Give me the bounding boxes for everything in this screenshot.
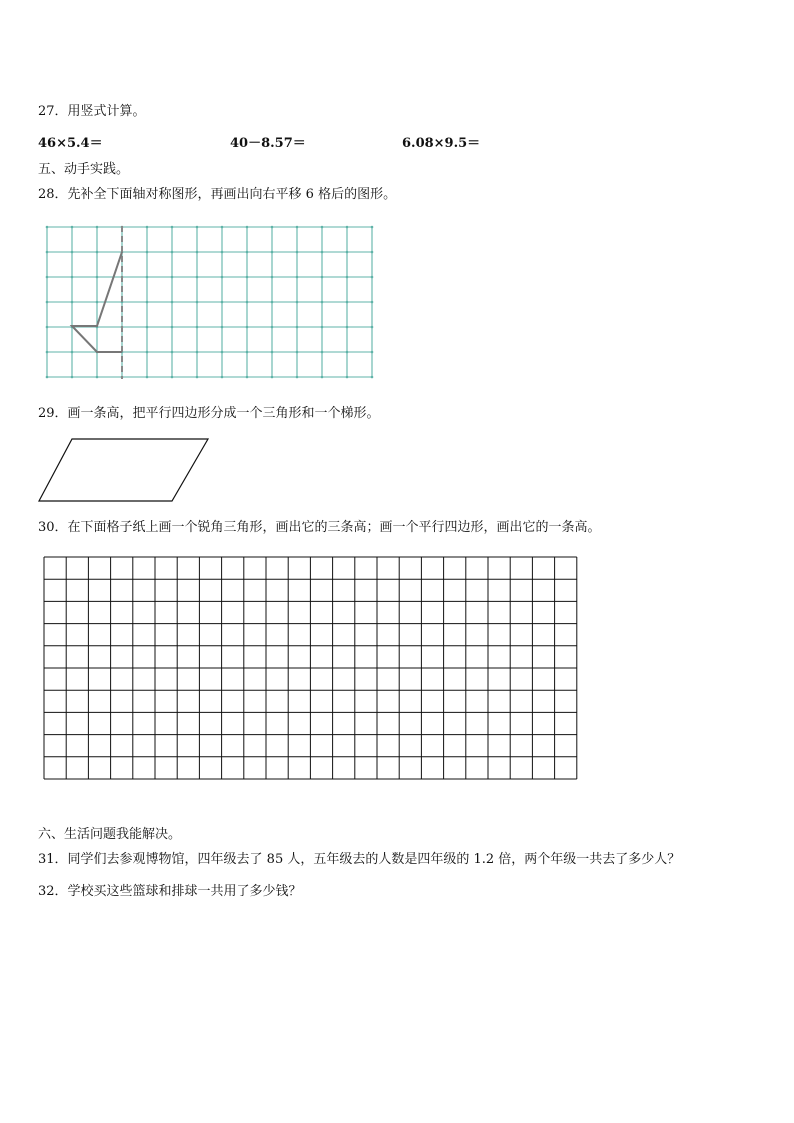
- grid-dot: [346, 226, 349, 229]
- grid-dot: [296, 301, 299, 304]
- grid-dot: [271, 351, 274, 354]
- grid-dot: [71, 226, 74, 229]
- grid-dot: [296, 251, 299, 254]
- grid-dot: [371, 276, 374, 279]
- grid-dot: [46, 226, 49, 229]
- grid-dot: [171, 376, 174, 379]
- grid-dot: [346, 251, 349, 254]
- grid-dot: [171, 226, 174, 229]
- grid-dot: [346, 326, 349, 329]
- grid-dot: [296, 276, 299, 279]
- q28-title: 28．先补全下面轴对称图形，再画出向右平移 6 格后的图形。: [38, 187, 397, 202]
- grid-dot: [171, 351, 174, 354]
- grid-dot: [196, 326, 199, 329]
- q31-title: 31．同学们去参观博物馆，四年级去了 85 人，五年级去的人数是四年级的 1.2 倍，两个年级一共去了多少人？: [38, 852, 681, 867]
- grid-dot: [71, 301, 74, 304]
- grid-dot: [196, 251, 199, 254]
- grid-dot: [46, 251, 49, 254]
- grid-dot: [146, 376, 149, 379]
- grid-dot: [371, 251, 374, 254]
- grid-dot: [221, 226, 224, 229]
- grid-dot: [321, 351, 324, 354]
- grid-dot: [196, 276, 199, 279]
- grid-dot: [221, 351, 224, 354]
- grid-dot: [196, 226, 199, 229]
- grid-dot: [71, 376, 74, 379]
- section-6-title: 六、生活问题我能解决。: [38, 827, 182, 842]
- grid-dot: [271, 376, 274, 379]
- grid-dot: [71, 351, 74, 354]
- grid-dot: [46, 276, 49, 279]
- grid-dot: [171, 276, 174, 279]
- grid-dot: [96, 226, 99, 229]
- q30-title: 30．在下面格子纸上画一个锐角三角形，画出它的三条高；画一个平行四边形，画出它的一条高。: [38, 520, 601, 535]
- grid-dot: [371, 301, 374, 304]
- grid-dot: [246, 226, 249, 229]
- grid-dot: [246, 276, 249, 279]
- q30-grid-paper: [42, 555, 580, 781]
- grid-dot: [271, 301, 274, 304]
- grid-dot: [321, 301, 324, 304]
- q28-grid-lines: [46, 226, 374, 379]
- grid-dot: [196, 301, 199, 304]
- grid-dot: [296, 376, 299, 379]
- grid-dot: [46, 351, 49, 354]
- grid-dot: [371, 351, 374, 354]
- q29-parallelogram: [36, 436, 212, 504]
- grid-dot: [296, 326, 299, 329]
- grid-dot: [196, 376, 199, 379]
- grid-dot: [171, 251, 174, 254]
- grid-dot: [221, 326, 224, 329]
- grid-dot: [221, 301, 224, 304]
- grid-dot: [246, 351, 249, 354]
- q29-title: 29．画一条高，把平行四边形分成一个三角形和一个梯形。: [38, 406, 380, 421]
- grid-dot: [346, 301, 349, 304]
- grid-dot: [221, 251, 224, 254]
- grid-dot: [271, 276, 274, 279]
- grid-dot: [96, 376, 99, 379]
- section-5-title: 五、动手实践。: [38, 162, 130, 177]
- grid-dot: [321, 376, 324, 379]
- grid-dot: [321, 276, 324, 279]
- grid-dot: [46, 376, 49, 379]
- grid-dot: [346, 376, 349, 379]
- grid-dot: [346, 351, 349, 354]
- grid-dot: [46, 301, 49, 304]
- grid-dot: [246, 301, 249, 304]
- q27-title: 27．用竖式计算。: [38, 104, 146, 119]
- grid-dot: [221, 376, 224, 379]
- grid-dot: [321, 326, 324, 329]
- grid-dot: [146, 351, 149, 354]
- grid-dot: [196, 351, 199, 354]
- grid-dot: [296, 351, 299, 354]
- grid-dot: [46, 326, 49, 329]
- grid-dot: [146, 276, 149, 279]
- q27-item-1: 46×5.4＝: [38, 136, 103, 151]
- grid-dot: [371, 376, 374, 379]
- q32-title: 32．学校买这些篮球和排球一共用了多少钱？: [38, 884, 302, 899]
- grid-dot: [321, 226, 324, 229]
- grid-dot: [171, 301, 174, 304]
- grid-dot: [221, 276, 224, 279]
- grid-dot: [271, 326, 274, 329]
- q28-grid-figure: [44, 224, 378, 382]
- grid-dot: [371, 326, 374, 329]
- grid-dot: [146, 326, 149, 329]
- q27-item-3: 6.08×9.5＝: [402, 136, 481, 151]
- grid-dot: [71, 276, 74, 279]
- grid-dot: [246, 326, 249, 329]
- grid-dot: [246, 376, 249, 379]
- grid-dot: [246, 251, 249, 254]
- grid-dot: [171, 326, 174, 329]
- grid-dot: [146, 226, 149, 229]
- grid-dot: [296, 226, 299, 229]
- grid-dot: [271, 226, 274, 229]
- grid-dot: [146, 251, 149, 254]
- grid-dot: [321, 251, 324, 254]
- q30-grid-lines: [44, 557, 577, 779]
- grid-dot: [346, 276, 349, 279]
- grid-dot: [96, 276, 99, 279]
- q27-item-2: 40－8.57＝: [230, 136, 306, 151]
- grid-dot: [96, 251, 99, 254]
- grid-dot: [146, 301, 149, 304]
- grid-dot: [71, 251, 74, 254]
- grid-dot: [371, 226, 374, 229]
- grid-dot: [271, 251, 274, 254]
- grid-dot: [96, 301, 99, 304]
